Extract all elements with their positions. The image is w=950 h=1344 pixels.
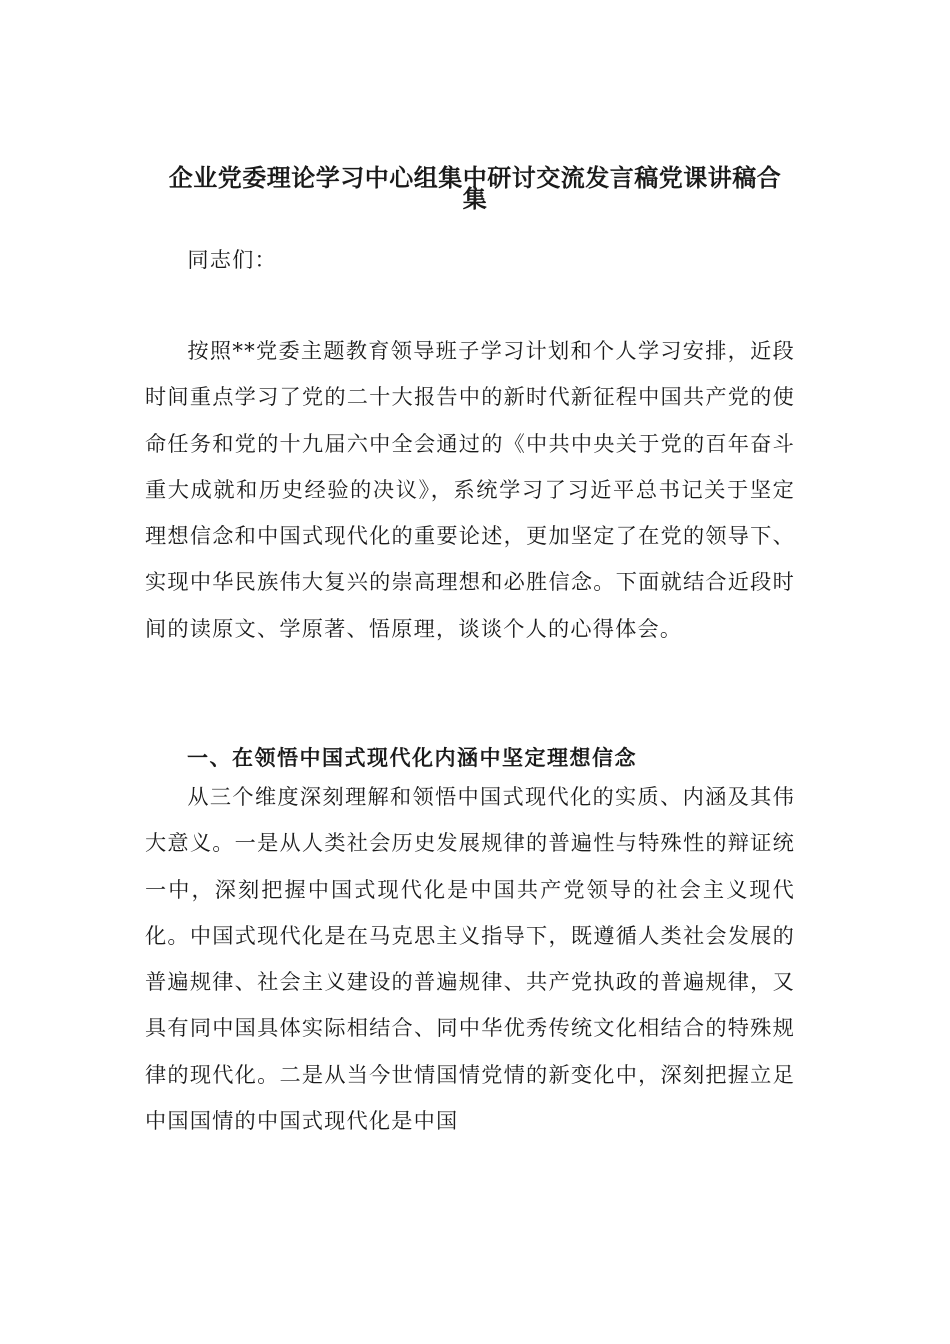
salutation: 同志们：	[187, 247, 277, 272]
paragraph-intro: 按照**党委主题教育领导班子学习计划和个人学习安排，近段时间重点学习了党的二十大报告中的新时代新征程中国共产党的使命任务和党的十九届六中全会通过的《中共中央关于党的百年奋斗重大成就和历史经验的决议》，系统学习了习近平总书记关于坚定理想信念和中国式现代化的重要论述，更加坚定了在党的领导下、实现中华民族伟大复兴的崇高理想和必胜信念。下面就结合近段时间的读原文、学原著、悟原理，谈谈个人的心得体会。	[145, 338, 795, 641]
paragraph-section-1: 从三个维度深刻理解和领悟中国式现代化的实质、内涵及其伟大意义。一是从人类社会历史发展规律的普遍性与特殊性的辩证统一中，深刻把握中国式现代化是中国共产党领导的社会主义现代化。中国式现代化是在马克思主义指导下，既遵循人类社会发展的普遍规律、社会主义建设的普遍规律、共产党执政的普遍规律，又具有同中国具体实际相结合、同中华优秀传统文化相结合的特殊规律的现代化。二是从当今世情国情党情的新变化中，深刻把握立足中国国情的中国式现代化是中国	[145, 784, 795, 1134]
document-title-line2: 集	[462, 185, 488, 213]
document-title-line1: 企业党委理论学习中心组集中研讨交流发言稿党课讲稿合	[168, 164, 782, 192]
section-heading-1: 一、在领悟中国式现代化内涵中坚定理想信念	[187, 746, 637, 770]
